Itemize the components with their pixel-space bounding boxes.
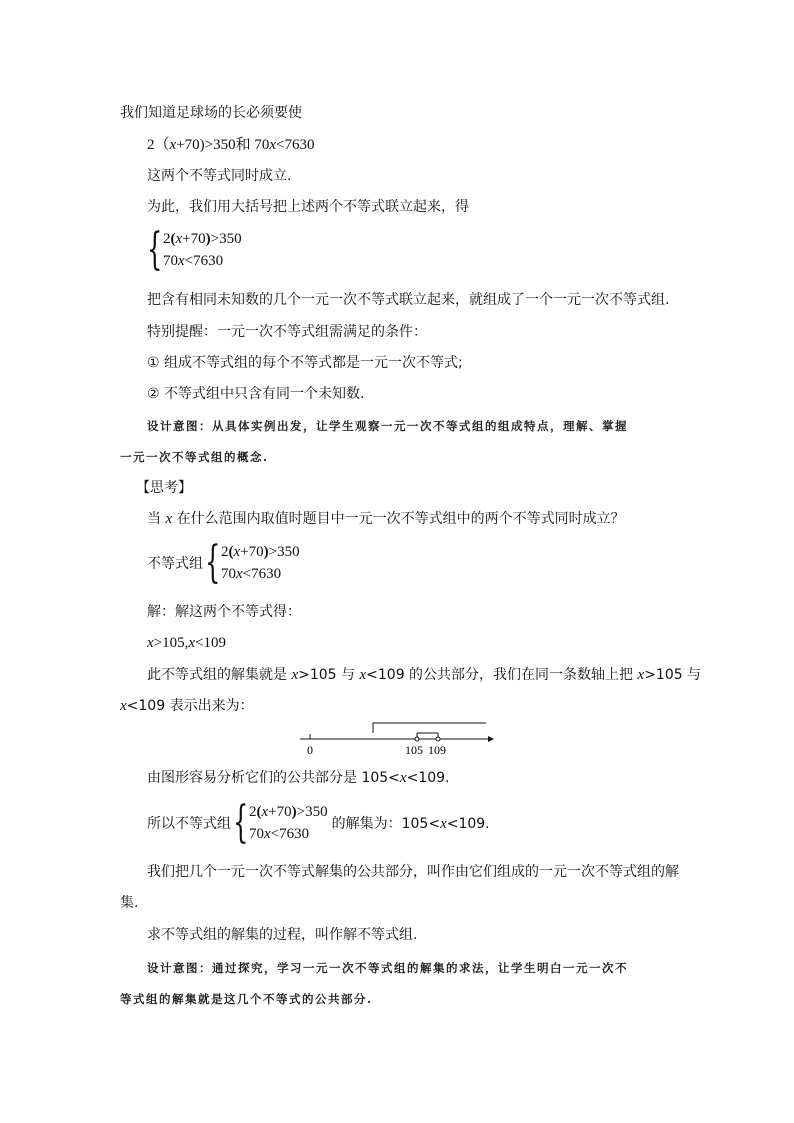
text-line: 我们知道足球场的长必须要使: [120, 105, 302, 121]
brace-glyph: {: [205, 537, 221, 588]
text-line: 解：解这两个不等式得：: [147, 604, 301, 620]
open-point-109: [436, 737, 440, 741]
system-eq2: 70x<7630: [221, 566, 282, 582]
text-line: 求不等式组的解集的过程，叫作解不等式组.: [147, 927, 418, 943]
open-point-105: [415, 737, 419, 741]
label-109: 109: [428, 743, 446, 757]
label-105: 105: [405, 743, 423, 757]
text-line: 特别提醒：一元一次不等式组需满足的条件：: [147, 324, 427, 340]
text-line: 集.: [120, 895, 139, 911]
design-intent: 设计意图：从具体实例出发，让学生观察一元一次不等式组的组成特点，理解、掌握: [147, 419, 628, 433]
inequality-system: [147, 224, 242, 275]
section-heading: 【思考】: [136, 480, 192, 496]
system-eq1: 2(x+70)>350: [163, 231, 242, 247]
brace-glyph: {: [233, 797, 249, 848]
design-intent: 等式组的解集就是这几个不等式的公共部分.: [120, 992, 373, 1006]
inequality-system: 不等式组 { 2(x+70)>350 70x<7630: [147, 537, 300, 588]
design-intent: 设计意图：通过探究，学习一元一次不等式组的解集的求法，让学生明白一元一次不: [147, 961, 628, 975]
text-line: ① 组成不等式组的每个不等式都是一元一次不等式;: [147, 355, 463, 371]
brace-glyph: {: [147, 224, 163, 275]
origin-label: 0: [307, 743, 313, 757]
text-line: 当 x 在什么范围内取值时题目中一元一次不等式组中的两个不等式同时成立？: [147, 511, 625, 527]
system-eq1: 2(x+70)>350: [221, 544, 300, 560]
system-eq1: 2(x+70)>350: [249, 804, 328, 820]
text-line: 为此，我们用大括号把上述两个不等式联立起来，得: [147, 199, 469, 215]
number-line: [296, 720, 496, 760]
inequality-line: 2（x+70)>350和 70x<7630: [147, 137, 315, 153]
system-eq2: 70x<7630: [249, 826, 310, 842]
inequality-system: 所以不等式组 { 2(x+70)>350 70x<7630 的解集为：105<x<109.: [147, 797, 490, 848]
text-line: 我们把几个一元一次不等式解集的公共部分，叫作由它们组成的一元一次不等式组的解: [147, 864, 679, 880]
solution-line: x>105,x<109: [147, 635, 227, 651]
text-line: x<109 表示出来为：: [120, 698, 254, 714]
axis-arrow: [488, 736, 494, 742]
design-intent: 一元一次不等式组的概念.: [120, 450, 269, 464]
text-line: ② 不等式组中只含有同一个未知数.: [147, 386, 365, 402]
text-line: 把含有相同未知数的几个一元一次不等式联立起来，就组成了一个一元一次不等式组.: [147, 292, 670, 308]
text-line: 此不等式组的解集就是 x>105 与 x<109 的公共部分，我们在同一条数轴上把 x>105 与: [147, 667, 702, 683]
text-line: 这两个不等式同时成立.: [147, 168, 292, 184]
system-eq2: 70x<7630: [163, 253, 224, 269]
text-line: 由图形容易分析它们的公共部分是 105<x<109.: [147, 770, 450, 786]
